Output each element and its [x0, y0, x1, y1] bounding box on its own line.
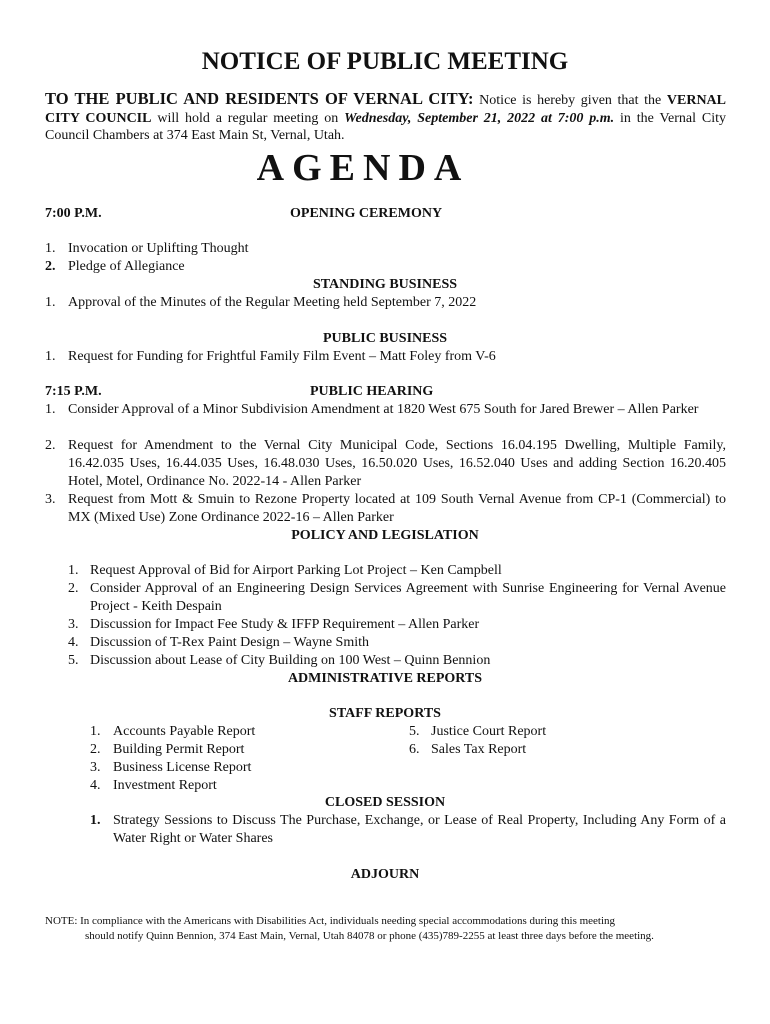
list-item: [68, 562, 726, 580]
section-heading-standing: STANDING BUSINESS: [312, 277, 458, 292]
list-item: [45, 491, 726, 527]
list-item: [45, 401, 726, 419]
item-text: Request for Funding for Frightful Family Film Event – Matt Foley from V-6: [68, 349, 496, 364]
item-number: 2.: [45, 259, 56, 274]
list-item: [90, 812, 726, 848]
list-item: [90, 777, 390, 795]
list-item: [409, 741, 709, 759]
list-item: [45, 258, 725, 276]
opening-heading: OPENING CEREMONY: [290, 206, 443, 221]
intro-lead: TO THE PUBLIC AND RESIDENTS OF VERNAL CITY:: [45, 89, 474, 108]
list-item: [409, 723, 709, 741]
section-heading-public-business: PUBLIC BUSINESS: [322, 331, 448, 346]
item-text: Discussion for Impact Fee Study & IFFP Requirement – Allen Parker: [90, 617, 480, 632]
item-number: 4.: [90, 778, 101, 793]
item-number: 1.: [68, 563, 79, 578]
item-text: Pledge of Allegiance: [68, 259, 185, 274]
opening-time: 7:00 P.M.: [45, 206, 102, 221]
item-number: 1.: [90, 813, 101, 828]
page-title: NOTICE OF PUBLIC MEETING: [201, 48, 569, 75]
item-number: 5.: [409, 724, 420, 739]
item-text: Approval of the Minutes of the Regular Meeting held September 7, 2022: [68, 295, 477, 310]
list-item: [45, 240, 725, 258]
intro-council: VERNAL CITY COUNCIL: [45, 93, 727, 126]
item-number: 2.: [45, 438, 56, 453]
section-heading-closed: CLOSED SESSION: [324, 795, 446, 810]
list-item: [68, 616, 726, 634]
list-item: [68, 580, 726, 616]
item-text: Invocation or Uplifting Thought: [68, 241, 249, 256]
item-text: Request Approval of Bid for Airport Parking Lot Project – Ken Campbell: [90, 563, 502, 578]
item-number: 2.: [68, 581, 79, 596]
intro-paragraph: [45, 90, 726, 145]
item-number: 3.: [68, 617, 79, 632]
item-number: 1.: [90, 724, 101, 739]
section-heading-staff: STAFF REPORTS: [329, 706, 441, 721]
item-text: Discussion of T-Rex Paint Design – Wayne Smith: [90, 635, 370, 650]
section-heading-admin: ADMINISTRATIVE REPORTS: [287, 671, 483, 686]
section-heading-public-hearing: PUBLIC HEARING: [310, 384, 434, 399]
item-number: 1.: [45, 241, 56, 256]
intro-datetime: Wednesday, September 21, 2022 at 7:00 p.m.: [344, 110, 615, 126]
intro-text-1: Notice is hereby given that the: [473, 93, 667, 108]
item-number: 1.: [45, 349, 56, 364]
item-text: Consider Approval of an Engineering Design Services Agreement with Sunrise Engineering for Vernal Avenue Project - Keith Despain: [90, 581, 726, 614]
item-number: 3.: [90, 760, 101, 775]
item-number: 6.: [409, 742, 420, 757]
hearing-time: 7:15 P.M.: [45, 384, 102, 399]
item-number: 2.: [90, 742, 101, 757]
item-text: Discussion about Lease of City Building on 100 West – Quinn Bennion: [90, 653, 491, 668]
item-text: Building Permit Report: [113, 742, 245, 757]
list-item: [68, 634, 726, 652]
intro-text-3: in the Vernal City Council Chambers at 374 East Main St, Vernal, Utah.: [45, 110, 726, 143]
item-text: Request from Mott & Smuin to Rezone Property located at 109 South Vernal Avenue from CP-1 (Commercial) to MX (Mixed Use) Zone Ordinance 2022-16 – Allen Parker: [68, 492, 726, 525]
item-text: Accounts Payable Report: [113, 724, 256, 739]
list-item: [90, 741, 390, 759]
list-item: [45, 294, 725, 312]
item-number: 1.: [45, 295, 56, 310]
list-item: [45, 437, 726, 491]
item-text: Business License Report: [113, 760, 252, 775]
adjourn-heading: ADJOURN: [350, 867, 420, 882]
section-heading-policy: POLICY AND LEGISLATION: [291, 528, 479, 543]
item-number: 4.: [68, 635, 79, 650]
accessibility-note: [45, 914, 715, 944]
intro-text-2: will hold a regular meeting on: [151, 110, 345, 126]
list-item: [90, 723, 390, 741]
item-text: Consider Approval of a Minor Subdivision Amendment at 1820 West 675 South for Jared Brewer – Allen Parker: [68, 402, 699, 417]
item-text: Sales Tax Report: [431, 742, 527, 757]
list-item: [45, 348, 725, 366]
list-item: [90, 759, 390, 777]
item-number: 5.: [68, 653, 79, 668]
note-first-line: NOTE: In compliance with the Americans with Disabilities Act, individuals needing special accommodations during this meeting: [45, 915, 616, 927]
item-number: 1.: [45, 402, 56, 417]
list-item: [68, 652, 726, 670]
note-continuation: should notify Quinn Bennion, 374 East Main, Vernal, Utah 84078 or phone (435)789-2255 at least three days before the meeting.: [85, 930, 654, 942]
agenda-heading: AGENDA: [256, 147, 470, 189]
item-number: 3.: [45, 492, 56, 507]
item-text: Investment Report: [113, 778, 217, 793]
item-text: Justice Court Report: [431, 724, 547, 739]
item-text: Strategy Sessions to Discuss The Purchase, Exchange, or Lease of Real Property, Including Any Form of a Water Right or Water Shares: [113, 813, 726, 846]
item-text: Request for Amendment to the Vernal City Municipal Code, Sections 16.04.195 Dwelling, Multiple Family, 16.42.035 Uses, 16.44.035 Uses, 16.48.030 Uses, 16.50.020 Uses, 16.52.040 Uses and adding Section 16.20.405 Hotel, Motel, Ordinance No. 2022-14 - Allen Parker: [68, 438, 726, 489]
